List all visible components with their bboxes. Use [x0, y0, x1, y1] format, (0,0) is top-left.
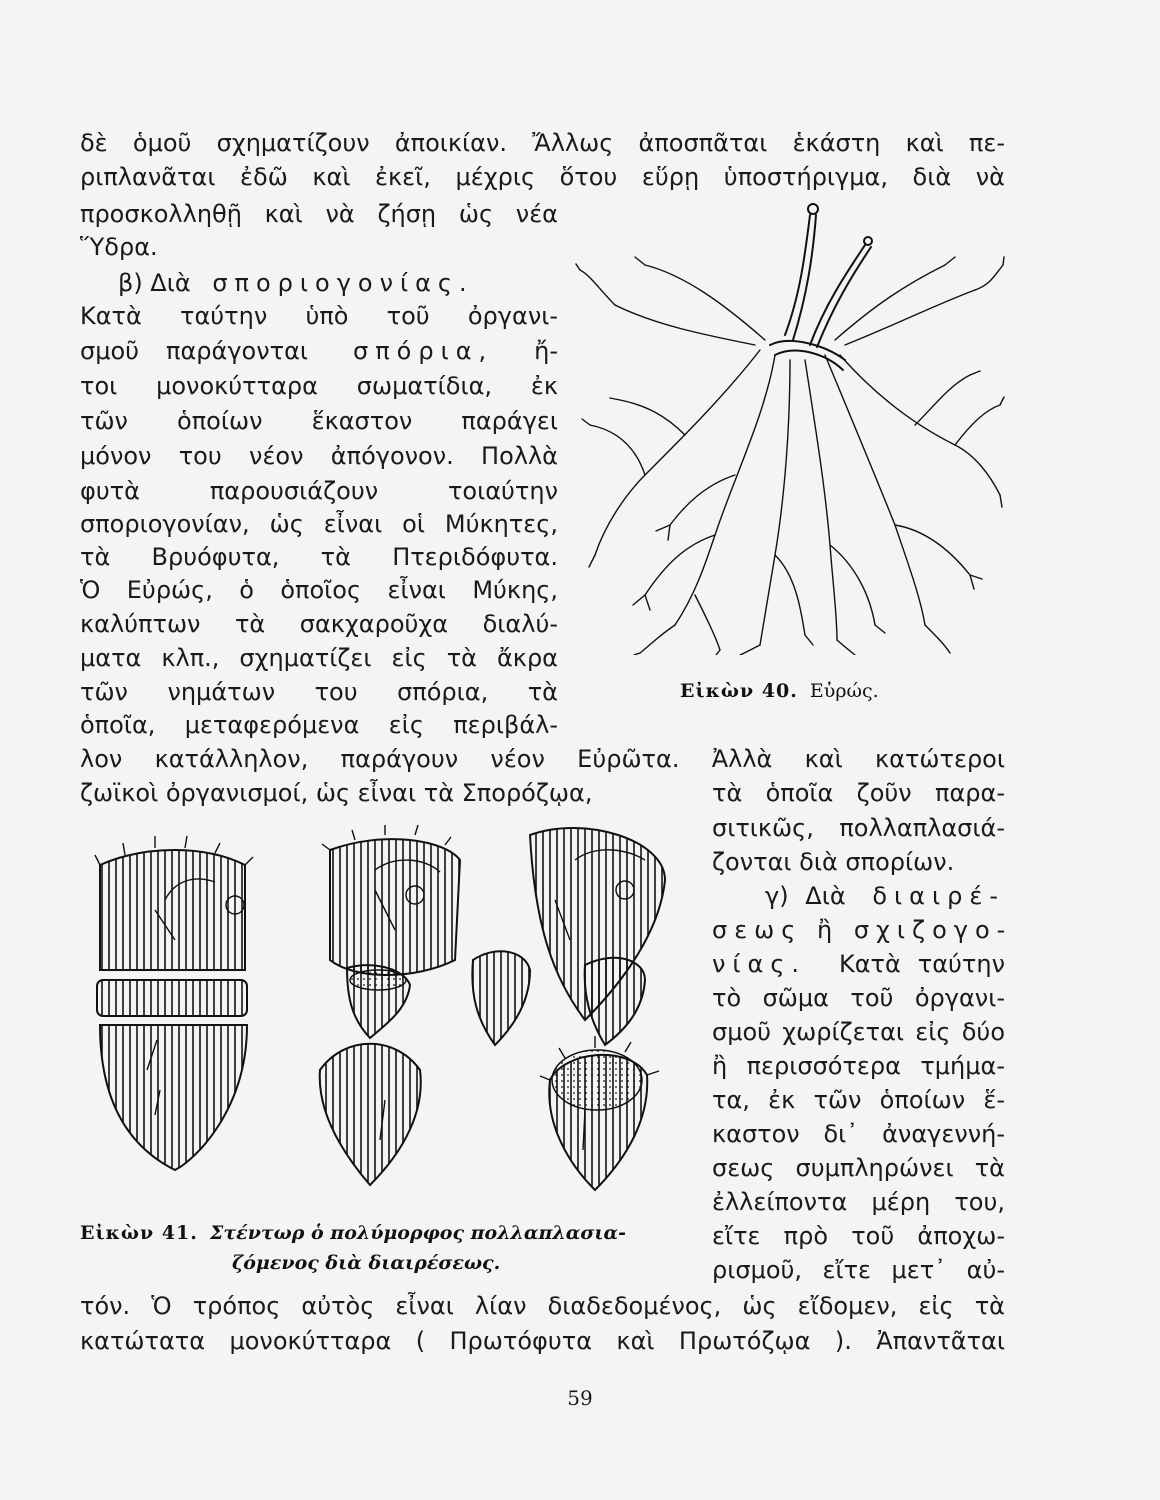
- figure-40-label: Εἰκὼν 40.: [680, 680, 798, 702]
- right-line-5: ἢ περισσότερα τμήμα-: [712, 1052, 1005, 1080]
- section-b-line-6: φυτὰ παρουσιάζουν τοιαύτην: [80, 477, 558, 505]
- section-b-heading: [118, 267, 558, 299]
- section-c-prefix: γ) Διὰ: [765, 882, 846, 910]
- closing-line-1: τόν. Ὁ τρόπος αὐτὸς εἶναι λίαν διαδεδομένος, ὡς εἴδομεν, εἰς τὰ: [80, 1292, 1005, 1320]
- figure-40-caption: [680, 680, 879, 702]
- section-b-line-16: τὰ ὁποῖα ζοῦν παρα-: [712, 779, 1005, 807]
- page-number: 59: [567, 1386, 593, 1410]
- body-line-4: Ὕδρα.: [80, 233, 158, 261]
- right-line-10: εἴτε πρὸ τοῦ ἀποχω-: [712, 1222, 1005, 1250]
- right-line-4: σμοῦ χωρίζεται εἰς δύο: [712, 1018, 1005, 1046]
- figure-41-stentor-illustration: [85, 820, 685, 1220]
- right-line-9: ἐλλείποντα μέρη του,: [712, 1188, 1005, 1216]
- right-line-11: ρισμοῦ, εἴτε μετ᾽ αὐ-: [712, 1256, 1005, 1284]
- section-b-line-10: καλύπτων τὰ σακχαροῦχα διαλύ-: [80, 610, 558, 638]
- right-line-6: τα, ἐκ τῶν ὁποίων ἕ-: [712, 1086, 1005, 1114]
- right-line-1: σιτικῶς, πολλαπλασιά-: [712, 814, 1005, 842]
- figure-41-label: Εἰκὼν 41.: [80, 1222, 198, 1244]
- body-line-2: ριπλανᾶται ἐδῶ καὶ ἐκεῖ, μέχρις ὅτου εὕρῃ ὑποστήριγμα, διὰ νὰ: [80, 163, 1005, 191]
- section-b-line-11: ματα κλπ., σχηματίζει εἰς τὰ ἄκρα: [80, 644, 558, 672]
- section-b-line-2: [80, 335, 558, 367]
- section-b-line-15: ζωϊκοὶ ὀργανισμοί, ὡς εἶναι τὰ Σπορόζῳα,: [80, 779, 593, 807]
- figure-41-caption-line-2: ζόμενος διὰ διαιρέσεως.: [232, 1252, 501, 1274]
- section-c-line-1: [765, 880, 1005, 912]
- right-line-8: σεως συμπληρώνει τὰ: [712, 1154, 1005, 1182]
- section-c-term-1: διαιρέ-: [872, 882, 1005, 910]
- right-line-7: καστον δι᾽ ἀναγεννή-: [712, 1120, 1005, 1148]
- figure-40-mold-illustration: [575, 195, 1005, 655]
- section-b-line-8: τὰ Βρυόφυτα, τὰ Πτεριδόφυτα.: [80, 543, 558, 571]
- section-b-text: σμοῦ παράγονται: [80, 337, 309, 365]
- section-b-line-4: τῶν ὁποίων ἕκαστον παράγει: [80, 407, 558, 435]
- section-b-term-sporia: σπόρια,: [353, 337, 494, 365]
- section-b-text-cont: ἤ-: [534, 337, 558, 365]
- section-b-line-12: τῶν νημάτων του σπόρια, τὰ: [80, 678, 558, 706]
- figure-41-caption-text-1: Στέντωρ ὁ πολύμορφος πολλαπλασια-: [209, 1222, 627, 1244]
- section-c-line-2: [712, 914, 1013, 946]
- section-c-after: Κατὰ ταύτην: [839, 950, 1005, 978]
- section-c-term-3: νίας.: [712, 950, 807, 978]
- section-b-line-3: τοι μονοκύτταρα σωματίδια, ἐκ: [80, 372, 558, 400]
- right-line-3: τὸ σῶμα τοῦ ὀργανι-: [712, 984, 1005, 1012]
- right-line-2: ζονται διὰ σπορίων.: [712, 848, 955, 876]
- closing-line-2: κατώτατα μονοκύτταρα ( Πρωτόφυτα καὶ Πρωτόζῳα ). Ἀπαντᾶται: [80, 1327, 1005, 1355]
- section-c-term-2: σεως ἢ σχιζογο-: [712, 916, 1013, 944]
- section-b-line-1: Κατὰ ταύτην ὑπὸ τοῦ ὀργανι-: [80, 302, 558, 330]
- figure-41-caption-line-1: [80, 1222, 626, 1244]
- section-b-prefix: β) Διὰ: [118, 269, 191, 297]
- figure-40-text: Εὐρώς.: [809, 680, 879, 702]
- section-b-term: σποριογονίας.: [212, 269, 474, 297]
- section-b-line-9: Ὁ Εὐρώς, ὁ ὁποῖος εἶναι Μύκης,: [80, 576, 558, 604]
- body-line-1: δὲ ὁμοῦ σχηματίζουν ἀποικίαν. Ἄλλως ἀποσπᾶται ἑκάστη καὶ πε-: [80, 129, 1005, 157]
- section-b-line-5: μόνον του νέον ἀπόγονον. Πολλὰ: [80, 442, 558, 470]
- section-b-line-7: σποριογονίαν, ὡς εἶναι οἱ Μύκητες,: [80, 510, 558, 538]
- section-b-line-14: λον κατάλληλον, παράγουν νέον Εὐρῶτα. Ἀλλὰ καὶ κατώτεροι: [80, 745, 1005, 773]
- body-line-3: προσκολληθῇ καὶ νὰ ζήσῃ ὡς νέα: [80, 200, 558, 228]
- section-c-line-3: [712, 948, 1005, 980]
- section-b-line-13: ὁποῖα, μεταφερόμενα εἰς περιβάλ-: [80, 711, 558, 739]
